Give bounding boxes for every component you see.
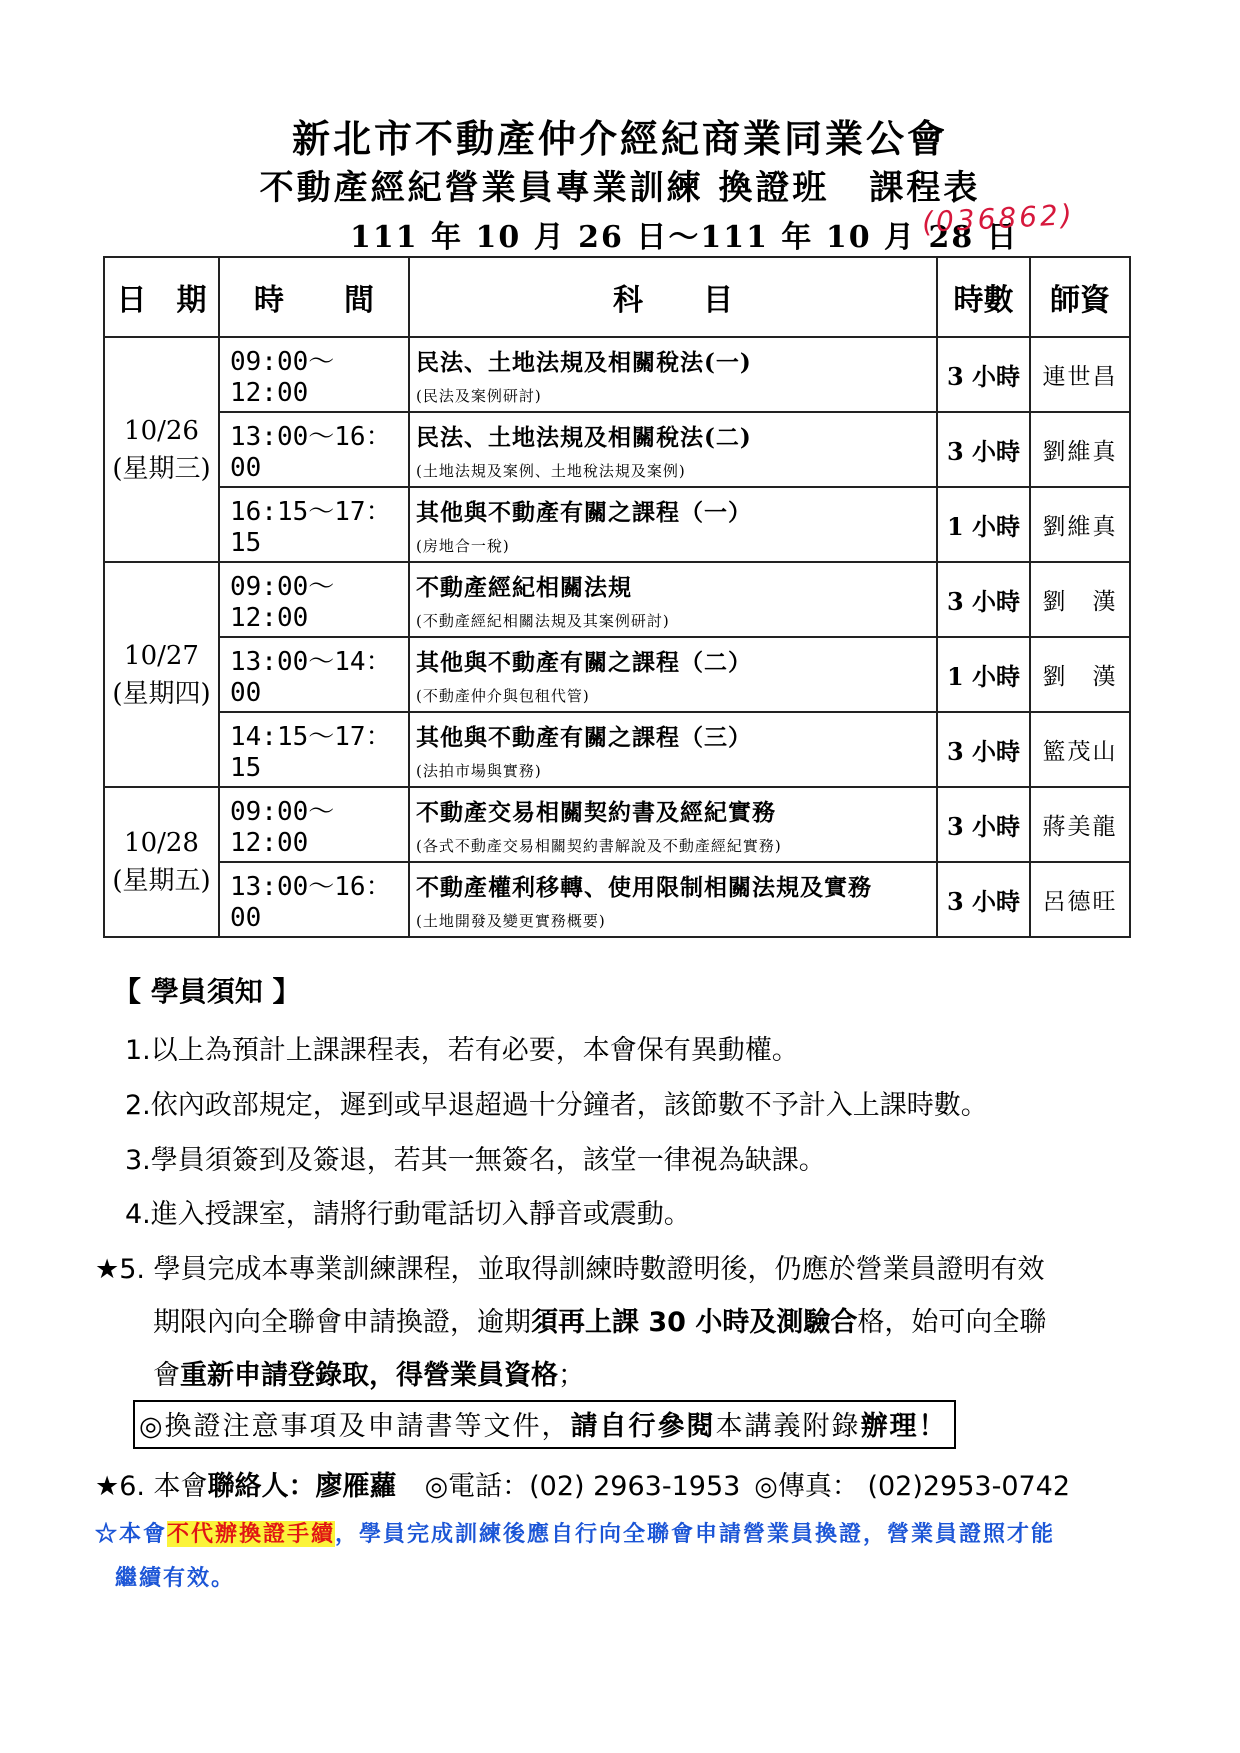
header-teacher: 師資 — [1030, 257, 1130, 337]
session-subject — [409, 487, 937, 562]
header-subject: 科 目 — [409, 257, 937, 337]
note-item-5-line3 — [153, 1353, 585, 1392]
session-subject — [409, 637, 937, 712]
note-text: 格，始可向全聯 — [857, 1307, 1047, 1338]
day-date: 10/28 — [124, 828, 199, 858]
session-subject — [409, 412, 937, 487]
day-cell — [104, 562, 219, 787]
note-item-1: 1.以上為預計上課課程表，若有必要，本會保有異動權。 — [125, 1035, 799, 1066]
note-emphasis: 須再上課 30 小時及測驗合 — [531, 1307, 858, 1338]
note-emphasis: 重新申請登錄取，得營業員資格 — [180, 1360, 558, 1391]
subject-detail: (土地法規及案例、土地稅法規及案例) — [416, 461, 686, 480]
session-hours: 3 小時 — [937, 712, 1030, 787]
note-text: 會 — [153, 1360, 180, 1391]
subject-detail: (房地合一稅) — [416, 536, 510, 555]
subject-title: 其他與不動產有關之課程（二） — [416, 648, 752, 676]
day-date: 10/27 — [124, 640, 199, 671]
session-time: 13:00～16：00 — [219, 412, 409, 487]
schedule-table — [103, 256, 1131, 938]
day-weekday: (星期五) — [112, 866, 211, 896]
table-row — [104, 487, 1130, 562]
subject-title: 民法、土地法規及相關稅法(一) — [416, 348, 752, 376]
note-text: ◎換證注意事項及申請書等文件， — [139, 1411, 571, 1442]
session-time: 13:00～16：00 — [219, 862, 409, 937]
note-item-4: 4.進入授課室，請將行動電話切入靜音或震動。 — [125, 1199, 691, 1230]
session-hours: 3 小時 — [937, 787, 1030, 862]
org-title: 新北市不動產仲介經紀商業同業公會 — [291, 116, 948, 161]
course-title-text: 不動產經紀營業員專業訓練 換證班 — [259, 168, 830, 208]
subject-detail: (土地開發及變更實務概要) — [416, 911, 606, 930]
date-range: 111 年 10 月 26 日～111 年 10 月 28 日 — [350, 220, 1019, 255]
notes-title: 【 學員須知 】 — [113, 975, 301, 1008]
header-date: 日 期 — [104, 257, 219, 337]
session-time: 09:00～12:00 — [219, 787, 409, 862]
session-time: 13:00～14：00 — [219, 637, 409, 712]
session-hours: 1 小時 — [937, 637, 1030, 712]
schedule-label: 課程表 — [869, 168, 981, 208]
session-hours: 3 小時 — [937, 862, 1030, 937]
session-teacher: 劉 漢 — [1030, 637, 1130, 712]
session-time: 09:00～12:00 — [219, 562, 409, 637]
footer-notice-line2: 繼續有效。 — [115, 1565, 236, 1591]
table-header-row — [104, 257, 1130, 337]
note-item-5-line2 — [153, 1300, 1046, 1339]
note-item-5-line1: ★5. 學員完成本專業訓練課程，並取得訓練時數證明後，仍應於營業員證明有效 — [95, 1254, 1045, 1285]
session-teacher: 連世昌 — [1030, 337, 1130, 412]
appendix-reference-box — [133, 1400, 956, 1449]
note-text: 期限內向全聯會申請換證，逾期 — [153, 1307, 531, 1338]
handwritten-code: (036862) — [921, 198, 1076, 239]
day-cell — [104, 787, 219, 937]
header-hours: 時數 — [937, 257, 1030, 337]
session-teacher: 蔣美龍 — [1030, 787, 1130, 862]
session-subject — [409, 337, 937, 412]
subject-title: 不動產經紀相關法規 — [416, 573, 632, 601]
table-row — [104, 637, 1130, 712]
note-emphasis: 請自行參閱 — [570, 1411, 716, 1442]
notice-highlight: 不代辦換證手續 — [167, 1521, 336, 1547]
session-hours: 3 小時 — [937, 562, 1030, 637]
day-weekday: (星期三) — [112, 453, 211, 484]
session-teacher: 劉維真 — [1030, 412, 1130, 487]
subject-detail: (各式不動產交易相關契約書解說及不動產經紀實務) — [416, 836, 782, 855]
session-hours: 3 小時 — [937, 412, 1030, 487]
session-subject — [409, 787, 937, 862]
notice-prefix: ☆本會 — [95, 1521, 168, 1547]
table-row — [104, 337, 1130, 412]
session-teacher: 劉 漢 — [1030, 562, 1130, 637]
session-hours: 3 小時 — [937, 337, 1030, 412]
session-teacher: 籃茂山 — [1030, 712, 1130, 787]
session-time: 16:15～17：15 — [219, 487, 409, 562]
subject-title: 不動產權利移轉、使用限制相關法規及實務 — [416, 873, 872, 901]
note-item-3: 3.學員須簽到及簽退，若其一無簽名，該堂一律視為缺課。 — [125, 1145, 826, 1176]
session-subject — [409, 712, 937, 787]
note-item-2: 2.依內政部規定，遲到或早退超過十分鐘者，該節數不予計入上課時數。 — [125, 1090, 988, 1121]
contact-phone: ◎電話：(02) 2963-1953 — [424, 1471, 741, 1502]
contact-person: 聯絡人：廖雁蘿 — [207, 1471, 397, 1502]
day-cell — [104, 337, 219, 562]
session-teacher: 呂德旺 — [1030, 862, 1130, 937]
note-item-6 — [95, 1464, 1070, 1503]
note-text: 本講義附錄 — [715, 1411, 861, 1442]
note-text: ； — [558, 1360, 585, 1391]
table-row — [104, 562, 1130, 637]
session-subject — [409, 862, 937, 937]
session-teacher: 劉維真 — [1030, 487, 1130, 562]
subject-title: 民法、土地法規及相關稅法(二) — [416, 423, 752, 451]
session-subject — [409, 562, 937, 637]
session-hours: 1 小時 — [937, 487, 1030, 562]
subject-detail: (不動產經紀相關法規及其案例研討) — [416, 611, 670, 630]
note-text: ★6. 本會 — [95, 1471, 208, 1502]
footer-notice — [95, 1512, 1185, 1600]
subject-title: 其他與不動產有關之課程（三） — [416, 723, 752, 751]
note-emphasis: 辦理！ — [860, 1411, 948, 1442]
table-row — [104, 712, 1130, 787]
subject-title: 其他與不動產有關之課程（一） — [416, 498, 752, 526]
table-row — [104, 412, 1130, 487]
day-weekday: (星期四) — [112, 678, 211, 709]
subject-title: 不動產交易相關契約書及經紀實務 — [416, 798, 776, 826]
subject-detail: (法拍市場與實務) — [416, 761, 542, 780]
subject-detail: (民法及案例研討) — [416, 386, 542, 405]
table-row — [104, 787, 1130, 862]
contact-fax: ◎傳真： (02)2953-0742 — [754, 1471, 1071, 1502]
session-time: 14:15～17：15 — [219, 712, 409, 787]
notice-text: ，學員完成訓練後應自行向全聯會申請營業員換證，營業員證照才能 — [335, 1521, 1056, 1547]
footer-notice-line1 — [95, 1512, 1185, 1556]
session-time: 09:00～12:00 — [219, 337, 409, 412]
subject-detail: (不動產仲介與包租代管) — [416, 686, 590, 705]
day-date: 10/26 — [124, 415, 199, 446]
header-time: 時 間 — [219, 257, 409, 337]
table-row — [104, 862, 1130, 937]
